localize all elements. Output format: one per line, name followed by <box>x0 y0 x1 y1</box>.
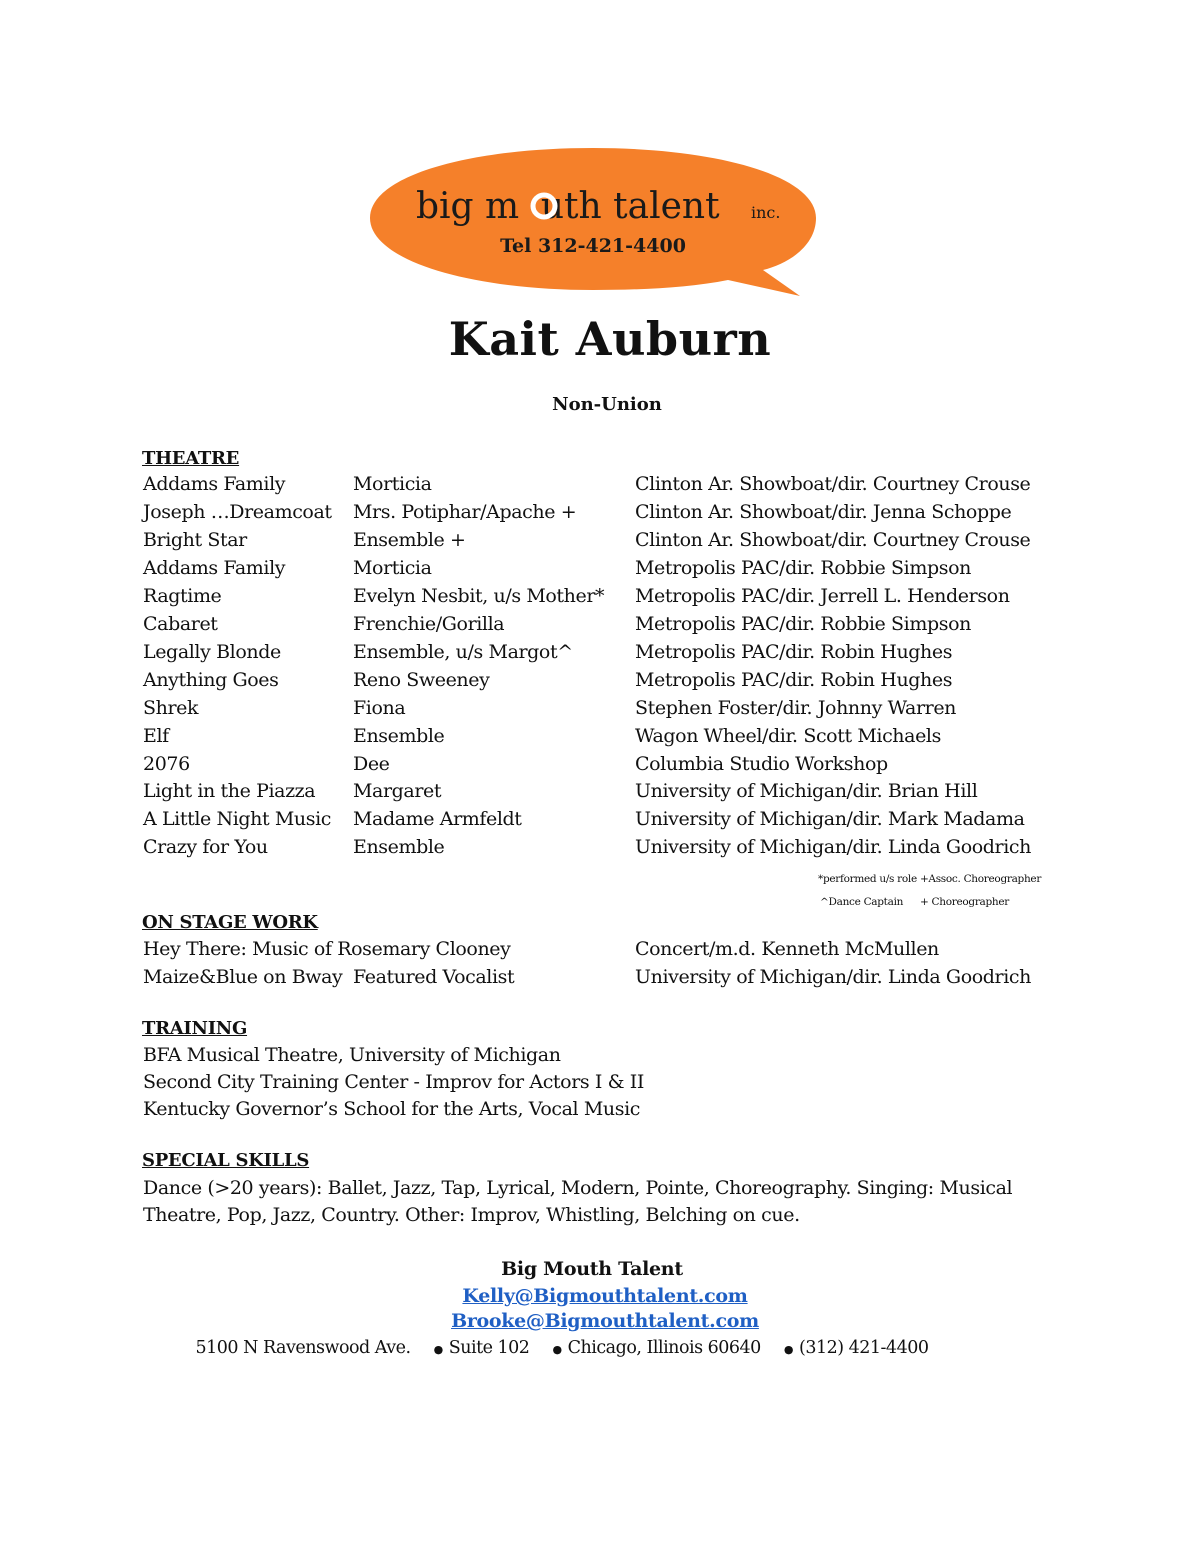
venue-director: Clinton Ar. Showboat/dir. Courtney Crouse <box>635 473 1031 495</box>
show-title: Crazy for You <box>143 836 268 859</box>
role: Morticia <box>353 473 432 495</box>
role: Fiona <box>353 696 406 719</box>
skills-heading: SPECIAL SKILLS <box>142 1150 310 1171</box>
show-title: 2076 <box>143 752 190 775</box>
role: Ensemble + <box>353 528 466 551</box>
venue-director: Clinton Ar. Showboat/dir. Courtney Crouse <box>635 528 1031 551</box>
theatre-credit-row <box>0 669 1200 697</box>
show-title: Bright Star <box>143 528 247 551</box>
show-title: Addams Family <box>143 473 286 495</box>
venue-director: Metropolis PAC/dir. Robbie Simpson <box>635 612 971 635</box>
theatre-credit-row <box>0 780 1200 808</box>
show-title: A Little Night Music <box>143 808 332 831</box>
on-stage-credit-row <box>0 938 1200 966</box>
agency-logo <box>368 146 818 298</box>
show-title: Light in the Piazza <box>143 780 316 803</box>
role: Frenchie/Gorilla <box>353 612 505 635</box>
training-heading: TRAINING <box>142 1018 248 1039</box>
training-item: Kentucky Governor’s School for the Arts, Vocal Music <box>143 1098 640 1120</box>
theatre-credit-row <box>0 725 1200 753</box>
legend-line-1: *performed u/s role +Assoc. Choreographer <box>818 873 1042 885</box>
training-item: Second City Training Center - Improv for Actors I & II <box>143 1071 644 1093</box>
show-title: Legally Blonde <box>143 640 281 663</box>
show-title: Anything Goes <box>143 668 279 691</box>
role: Evelyn Nesbit, u/s Mother* <box>353 584 605 607</box>
venue-director: Concert/m.d. Kenneth McMullen <box>635 938 939 960</box>
role: Featured Vocalist <box>353 966 515 988</box>
theatre-credit-row <box>0 557 1200 585</box>
street-address: 5100 N Ravenswood Ave. <box>195 1338 411 1358</box>
union-status: Non-Union <box>552 394 662 415</box>
theatre-credit-row <box>0 585 1200 613</box>
venue-director: Metropolis PAC/dir. Robbie Simpson <box>635 556 971 579</box>
agency-phone: (312) 421-4400 <box>799 1338 929 1358</box>
show-title: Joseph …Dreamcoat <box>143 500 332 523</box>
skills-line-2: Theatre, Pop, Jazz, Country. Other: Improv, Whistling, Belching on cue. <box>143 1204 800 1226</box>
skills-line-1: Dance (>20 years): Ballet, Jazz, Tap, Lyrical, Modern, Pointe, Choreography. Singing: Musical <box>143 1177 1013 1199</box>
role: Margaret <box>353 780 442 803</box>
logo-phone: Tel 312-421-4400 <box>500 235 686 257</box>
role: Madame Armfeldt <box>353 808 522 831</box>
legend-choreographer: + Choreographer <box>920 896 1010 908</box>
venue-director: University of Michigan/dir. Linda Goodrich <box>635 966 1031 988</box>
venue-director: Metropolis PAC/dir. Jerrell L. Henderson <box>635 584 1010 607</box>
theatre-credit-row <box>0 697 1200 725</box>
show-title: Shrek <box>143 696 199 719</box>
legend-dance-captain: ^Dance Captain <box>820 896 904 908</box>
training-item: BFA Musical Theatre, University of Michigan <box>143 1044 561 1066</box>
role: Ensemble, u/s Margot^ <box>353 640 573 663</box>
agency-address <box>0 1338 1162 1358</box>
role: Ensemble <box>353 724 445 747</box>
bullet-separator: ● <box>433 1343 443 1356</box>
venue-director: Wagon Wheel/dir. Scott Michaels <box>635 724 941 747</box>
bullet-separator: ● <box>552 1343 562 1356</box>
role: Reno Sweeney <box>353 668 490 691</box>
suite: Suite 102 <box>448 1338 530 1358</box>
on-stage-heading: ON STAGE WORK <box>142 912 318 933</box>
venue-director: University of Michigan/dir. Linda Goodrich <box>635 836 1031 859</box>
show-title: Ragtime <box>143 584 222 607</box>
logo-suffix: inc. <box>751 203 781 222</box>
theatre-credit-row <box>0 641 1200 669</box>
theatre-credit-row <box>0 501 1200 529</box>
logo-brand-text: big mouth talent <box>416 186 720 227</box>
theatre-credit-row <box>0 836 1200 864</box>
show-title: Cabaret <box>143 612 218 635</box>
role: Mrs. Potiphar/Apache + <box>353 500 577 523</box>
venue-director: University of Michigan/dir. Brian Hill <box>635 780 978 803</box>
show-title: Hey There: Music of Rosemary Clooney <box>143 938 511 960</box>
role: Dee <box>353 752 390 775</box>
bullet-separator: ● <box>783 1343 793 1356</box>
venue-director: Columbia Studio Workshop <box>635 752 888 775</box>
role: Ensemble <box>353 836 445 859</box>
venue-director: Clinton Ar. Showboat/dir. Jenna Schoppe <box>635 500 1012 523</box>
on-stage-credit-row <box>0 966 1200 994</box>
actor-name: Kait Auburn <box>448 312 772 366</box>
show-title: Maize&Blue on Bway <box>143 966 343 988</box>
city: Chicago, Illinois 60640 <box>567 1338 761 1358</box>
email-link-brooke[interactable]: Brooke@Bigmouthtalent.com <box>451 1310 759 1332</box>
show-title: Elf <box>143 724 169 747</box>
venue-director: Stephen Foster/dir. Johnny Warren <box>635 696 957 719</box>
venue-director: University of Michigan/dir. Mark Madama <box>635 808 1025 831</box>
theatre-credit-row <box>0 529 1200 557</box>
theatre-credit-row <box>0 808 1200 836</box>
theatre-credit-row <box>0 753 1200 781</box>
agency-name: Big Mouth Talent <box>501 1258 683 1280</box>
venue-director: Metropolis PAC/dir. Robin Hughes <box>635 640 953 663</box>
speech-bubble-logo <box>368 146 818 298</box>
email-link-kelly[interactable]: Kelly@Bigmouthtalent.com <box>462 1285 748 1307</box>
venue-director: Metropolis PAC/dir. Robin Hughes <box>635 668 953 691</box>
theatre-credit-row <box>0 473 1200 501</box>
show-title: Addams Family <box>143 556 286 579</box>
theatre-heading: THEATRE <box>142 448 240 469</box>
role: Morticia <box>353 556 432 579</box>
theatre-credit-row <box>0 613 1200 641</box>
